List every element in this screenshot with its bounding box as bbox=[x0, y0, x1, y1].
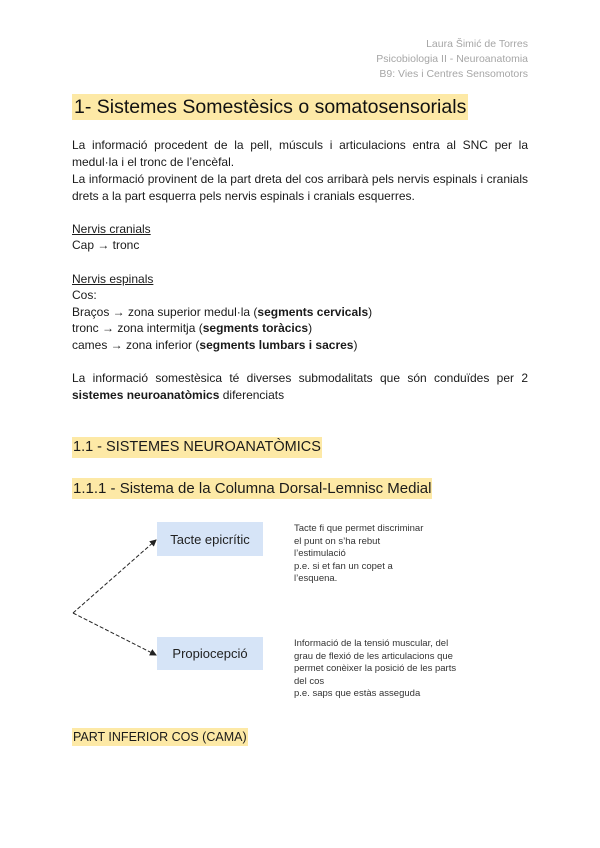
spinal-cos-label: Cos: bbox=[72, 288, 97, 302]
header-author: Laura Šimić de Torres bbox=[426, 38, 528, 50]
spinal-item-text: ) bbox=[308, 321, 313, 335]
note-line: l’estimulació bbox=[294, 548, 346, 559]
spinal-item-bold: segments lumbars i sacres bbox=[199, 338, 354, 352]
cranial-nerves-heading: Nervis cranials bbox=[72, 222, 151, 236]
note-line: l’esquena. bbox=[294, 573, 338, 584]
arrow-to-propiocepcio bbox=[73, 613, 156, 655]
note-propiocepcio bbox=[294, 638, 456, 701]
spinal-item-bold: segments cervicals bbox=[257, 305, 369, 319]
note-line: permet conèixer la posició de les parts bbox=[294, 663, 457, 674]
spinal-item-text: ) bbox=[368, 305, 373, 319]
submod-text: diferenciats bbox=[219, 387, 285, 402]
note-line: Informació de la tensió muscular, del bbox=[294, 638, 449, 649]
spinal-item-bold: segments toràcics bbox=[202, 321, 309, 335]
page-title: 1- Sistemes Somestèsics o somatosensorials bbox=[74, 96, 467, 118]
spinal-item-text: tronc → zona intermitja ( bbox=[72, 321, 203, 335]
box-tacte-epicritic: Tacte epicrític bbox=[157, 522, 263, 556]
submod-text: La informació somestèsica té diverses submodalitats que són conduïdes per 2 bbox=[72, 371, 528, 385]
section-heading-lower-body: PART INFERIOR COS (CAMA) bbox=[73, 730, 247, 744]
header-course: Psicobiologia II - Neuroanatomia bbox=[376, 53, 528, 65]
arrow-to-tacte bbox=[73, 540, 156, 613]
box-propiocepcio: Propiocepció bbox=[157, 637, 263, 670]
intro-paragraph-1: La informació procedent de la pell, músculs i articulacions entra al SNC per la medul·la i el tronc de l’encèfal. bbox=[72, 138, 528, 169]
spinal-item-text: ) bbox=[353, 338, 358, 352]
note-line: grau de flexió de les articulacions que bbox=[294, 650, 453, 662]
note-line: p.e. si et fan un copet a bbox=[294, 560, 393, 572]
spinal-item-text: cames → zona inferior ( bbox=[72, 338, 200, 352]
intro-paragraph-2: La informació provinent de la part dreta del cos arribarà pels nervis espinals i cranials drets a la part esquerra pels nervis espinals i cranials esquerres. bbox=[72, 172, 528, 203]
note-tacte-epicritic bbox=[294, 523, 423, 586]
section-heading-1-1: 1.1 - SISTEMES NEUROANATÒMICS bbox=[72, 437, 322, 458]
note-line: del cos bbox=[294, 675, 325, 687]
note-line: Tacte fi que permet discriminar bbox=[294, 523, 424, 534]
submod-bold: sistemes neuroanatòmics bbox=[72, 387, 220, 402]
cranial-nerves-line: Cap → tronc bbox=[72, 238, 140, 252]
note-line: p.e. saps que estàs asseguda bbox=[294, 688, 421, 699]
spinal-item-text: Braços → zona superior medul·la ( bbox=[72, 305, 258, 319]
spinal-nerves-heading: Nervis espinals bbox=[72, 272, 154, 286]
note-line: el punt on s’ha rebut bbox=[294, 535, 381, 547]
header-block: B9: Vies i Centres Sensomotors bbox=[379, 68, 528, 80]
section-heading-1-1-1: 1.1.1 - Sistema de la Columna Dorsal-Lemnisc Medial bbox=[73, 480, 432, 497]
